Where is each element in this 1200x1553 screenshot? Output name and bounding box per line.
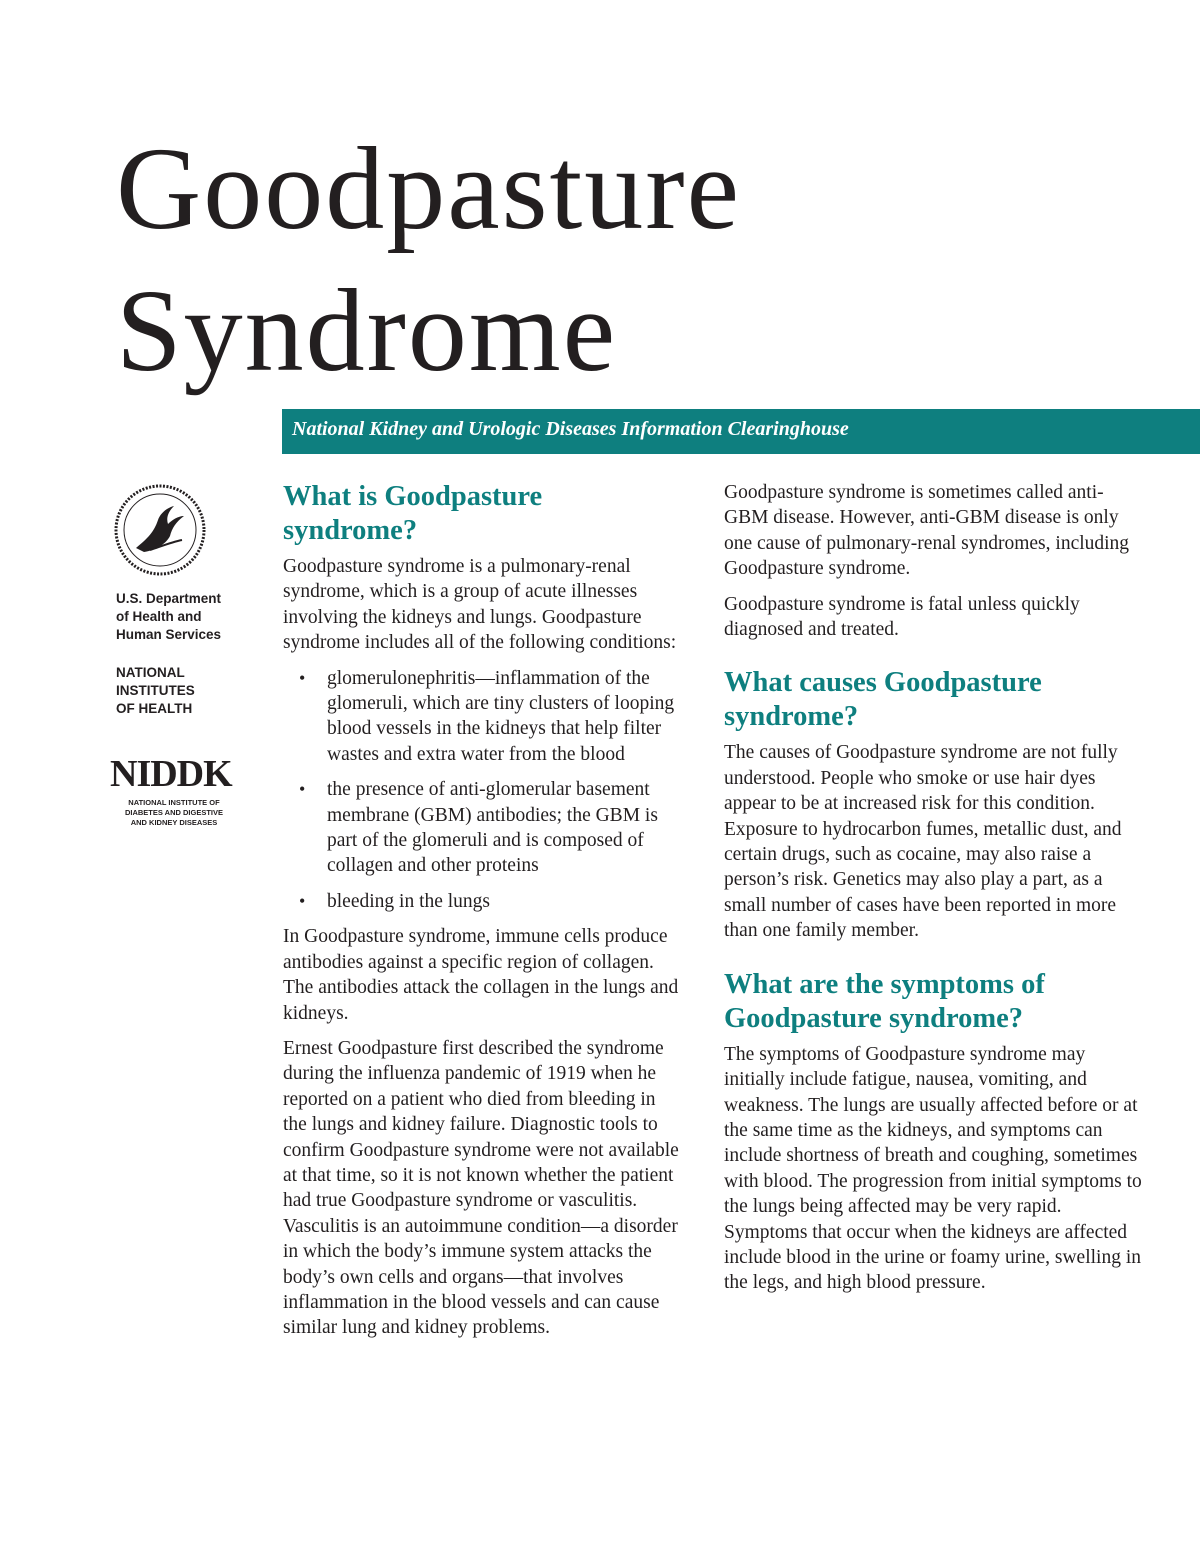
fatal-paragraph: Goodpasture syndrome is fatal unless quickly diagnosed and treated. (724, 593, 1080, 641)
anti-gbm-paragraph: Goodpasture syndrome is sometimes called anti-GBM disease. However, anti-GBM disease is only one cause of pulmonary-renal syndromes, including Goodpasture syndrome. (724, 482, 1130, 580)
history-paragraph: Ernest Goodpasture first described the syndrome during the influenza pandemic of 1919 when he reported on a patient who died from bleeding in the lungs and kidney failure. Diagnostic tools to confirm Goodpasture syndrome were not available at that time, so it is not known whether the patient had true Goodpasture syndrome or vasculitis. Vasculitis is an autoimmune condition—a disorder in which the body’s immune system attacks the body’s own cells and organs—that involves inflammation in the blood vessels and can cause similar lung and kidney problems. (283, 1037, 679, 1339)
title-line-2: Syndrome (116, 265, 618, 396)
banner-text: National Kidney and Urologic Diseases Information Clearinghouse (292, 418, 849, 440)
causes-paragraph: The causes of Goodpasture syndrome are not fully understood. People who smoke or use hair dyes appear to be at increased risk for this condition. Exposure to hydrocarbon fumes, metallic dust, and certain drugs, such as cocaine, may also raise a person’s risk. Genetics may also play a part, as a small number of cases have been reported in more than one family member. (724, 742, 1122, 942)
niddk-sub-line: DIABETES AND DIGESTIVE (124, 808, 224, 817)
list-item: • glomerulonephritis—inflammation of the glomeruli, which are tiny clusters of looping blood vessels in the kidneys that help filter wastes and extra water from the blood (283, 666, 683, 768)
intro-paragraph: Goodpasture syndrome is a pulmonary-renal syndrome, which is a group of acute illnesses involving the kidneys and lungs. Goodpasture syndrome includes all of the following conditions: (283, 556, 677, 654)
list-item: • the presence of anti-glomerular basement membrane (GBM) antibodies; the GBM is part of the glomeruli and is composed of collagen and other proteins (283, 777, 683, 879)
column-left (283, 480, 683, 1351)
document-title (116, 118, 741, 402)
niddk-subtitle (112, 798, 236, 828)
nih-line: NATIONAL (116, 665, 185, 680)
list-item: • bleeding in the lungs (283, 889, 683, 914)
hhs-line: U.S. Department (116, 591, 222, 606)
nih-line: INSTITUTES (116, 683, 195, 698)
spacer (724, 954, 1144, 968)
symptoms-paragraph: The symptoms of Goodpasture syndrome may initially include fatigue, nausea, vomiting, and weakness. The lungs are usually affected before or at the same time as the kidneys, and symptoms can include shortness of breath and coughing, sometimes with blood. The progression from initial symptoms to the lungs being affected may be very rapid. Symptoms that occur when the kidneys are affected include blood in the urine or foamy urine, swelling in the legs, and high blood pressure. (724, 1043, 1142, 1294)
section-heading-causes: What causes Goodpasture syndrome? (724, 667, 1042, 733)
niddk-sub-line: NATIONAL INSTITUTE OF (128, 798, 220, 807)
title-line-1: Goodpasture (116, 123, 741, 254)
collagen-paragraph: In Goodpasture syndrome, immune cells produce antibodies against a specific region of collagen. The antibodies attack the collagen in the lungs and kidneys. (283, 926, 679, 1024)
hhs-seal-icon (110, 480, 210, 580)
nih-line: OF HEALTH (116, 701, 193, 716)
section-heading-symptoms: What are the symptoms of Goodpasture syndrome? (724, 968, 1045, 1034)
hhs-name (116, 590, 221, 718)
niddk-logo: NIDDK (110, 753, 232, 795)
section-heading-what-is: What is Goodpasture syndrome? (283, 481, 543, 546)
niddk-sub-line: AND KIDNEY DISEASES (130, 818, 218, 827)
column-right (724, 480, 1144, 1306)
hhs-line: of Health and (116, 609, 202, 624)
spacer (724, 652, 1144, 666)
hhs-line: Human Services (116, 627, 222, 642)
spacer (116, 644, 221, 664)
clearinghouse-banner (282, 409, 1200, 454)
conditions-list (283, 666, 683, 915)
